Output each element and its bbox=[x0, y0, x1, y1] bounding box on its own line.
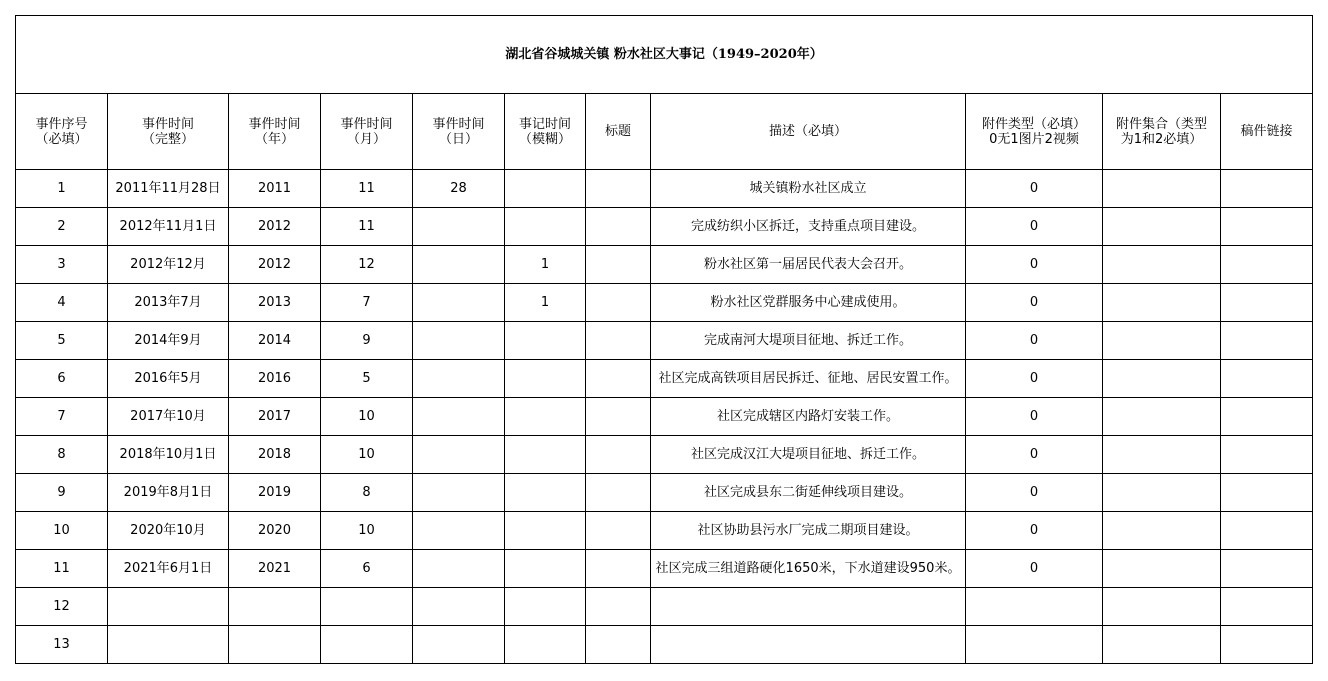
cell-attach-type[interactable]: 0 bbox=[966, 170, 1103, 208]
cell-time-month[interactable]: 11 bbox=[321, 170, 413, 208]
cell-description[interactable]: 完成南河大堤项目征地、拆迁工作。 bbox=[651, 322, 966, 360]
cell-title[interactable] bbox=[586, 588, 651, 626]
cell-time-day[interactable] bbox=[413, 550, 505, 588]
cell-time-year[interactable]: 2021 bbox=[229, 550, 321, 588]
cell-time-full[interactable] bbox=[108, 588, 229, 626]
table-row bbox=[16, 208, 1313, 246]
cell-attach-type[interactable]: 0 bbox=[966, 360, 1103, 398]
cell-time-day[interactable] bbox=[413, 246, 505, 284]
cell-time-full[interactable]: 2013年7月 bbox=[108, 284, 229, 322]
cell-description[interactable] bbox=[651, 626, 966, 664]
cell-time-full[interactable]: 2014年9月 bbox=[108, 322, 229, 360]
cell-seq[interactable]: 13 bbox=[16, 626, 108, 664]
table-row bbox=[16, 626, 1313, 664]
cell-time-day[interactable] bbox=[413, 626, 505, 664]
cell-time-day[interactable] bbox=[413, 208, 505, 246]
cell-attach-type[interactable] bbox=[966, 626, 1103, 664]
cell-time-fuzzy[interactable] bbox=[505, 474, 586, 512]
header-row bbox=[16, 94, 1313, 170]
cell-seq[interactable]: 3 bbox=[16, 246, 108, 284]
cell-title[interactable] bbox=[586, 626, 651, 664]
cell-time-month[interactable]: 12 bbox=[321, 246, 413, 284]
cell-attach-type[interactable]: 0 bbox=[966, 284, 1103, 322]
cell-description[interactable]: 社区完成三组道路硬化1650米，下水道建设950米。 bbox=[651, 550, 966, 588]
cell-time-full[interactable]: 2012年12月 bbox=[108, 246, 229, 284]
cell-description[interactable]: 社区完成高铁项目居民拆迁、征地、居民安置工作。 bbox=[651, 360, 966, 398]
cell-link[interactable] bbox=[1221, 170, 1313, 208]
cell-seq[interactable]: 12 bbox=[16, 588, 108, 626]
cell-time-day[interactable]: 28 bbox=[413, 170, 505, 208]
cell-time-day[interactable] bbox=[413, 512, 505, 550]
table-row bbox=[16, 474, 1313, 512]
cell-description[interactable] bbox=[651, 588, 966, 626]
cell-time-fuzzy[interactable] bbox=[505, 208, 586, 246]
spreadsheet bbox=[15, 15, 1312, 664]
cell-description[interactable]: 粉水社区党群服务中心建成使用。 bbox=[651, 284, 966, 322]
cell-title[interactable] bbox=[586, 398, 651, 436]
cell-description[interactable]: 社区完成县东二街延伸线项目建设。 bbox=[651, 474, 966, 512]
cell-time-day[interactable] bbox=[413, 360, 505, 398]
cell-title[interactable] bbox=[586, 322, 651, 360]
header-title[interactable]: 标题 bbox=[586, 94, 651, 170]
cell-attach-set[interactable] bbox=[1103, 284, 1221, 322]
cell-attach-type[interactable]: 0 bbox=[966, 322, 1103, 360]
cell-seq[interactable]: 4 bbox=[16, 284, 108, 322]
cell-time-month[interactable]: 9 bbox=[321, 322, 413, 360]
cell-attach-type[interactable] bbox=[966, 588, 1103, 626]
cell-attach-set[interactable] bbox=[1103, 512, 1221, 550]
cell-attach-set[interactable] bbox=[1103, 208, 1221, 246]
cell-time-month[interactable]: 10 bbox=[321, 398, 413, 436]
cell-seq[interactable]: 8 bbox=[16, 436, 108, 474]
cell-attach-set[interactable] bbox=[1103, 322, 1221, 360]
cell-attach-type[interactable]: 0 bbox=[966, 208, 1103, 246]
cell-time-year[interactable]: 2017 bbox=[229, 398, 321, 436]
cell-link[interactable] bbox=[1221, 246, 1313, 284]
cell-time-fuzzy[interactable] bbox=[505, 436, 586, 474]
cell-link[interactable] bbox=[1221, 512, 1313, 550]
cell-time-year[interactable]: 2012 bbox=[229, 246, 321, 284]
cell-attach-type[interactable]: 0 bbox=[966, 474, 1103, 512]
cell-attach-set[interactable] bbox=[1103, 398, 1221, 436]
cell-time-year[interactable] bbox=[229, 588, 321, 626]
cell-time-month[interactable]: 7 bbox=[321, 284, 413, 322]
cell-time-day[interactable] bbox=[413, 322, 505, 360]
cell-title[interactable] bbox=[586, 246, 651, 284]
table-row bbox=[16, 436, 1313, 474]
cell-time-year[interactable]: 2016 bbox=[229, 360, 321, 398]
cell-seq[interactable]: 7 bbox=[16, 398, 108, 436]
cell-attach-set[interactable] bbox=[1103, 626, 1221, 664]
cell-link[interactable] bbox=[1221, 550, 1313, 588]
cell-time-year[interactable]: 2013 bbox=[229, 284, 321, 322]
cell-title[interactable] bbox=[586, 550, 651, 588]
cell-time-fuzzy[interactable] bbox=[505, 588, 586, 626]
cell-link[interactable] bbox=[1221, 588, 1313, 626]
cell-time-year[interactable]: 2011 bbox=[229, 170, 321, 208]
cell-attach-set[interactable] bbox=[1103, 588, 1221, 626]
events-table bbox=[15, 15, 1313, 664]
cell-time-full[interactable]: 2018年10月1日 bbox=[108, 436, 229, 474]
cell-time-year[interactable]: 2018 bbox=[229, 436, 321, 474]
cell-title[interactable] bbox=[586, 512, 651, 550]
cell-time-fuzzy[interactable] bbox=[505, 170, 586, 208]
cell-attach-type[interactable]: 0 bbox=[966, 550, 1103, 588]
cell-title[interactable] bbox=[586, 436, 651, 474]
cell-time-full[interactable]: 2019年8月1日 bbox=[108, 474, 229, 512]
cell-attach-type[interactable]: 0 bbox=[966, 246, 1103, 284]
cell-time-month[interactable] bbox=[321, 588, 413, 626]
cell-time-year[interactable]: 2020 bbox=[229, 512, 321, 550]
header-link[interactable]: 稿件链接 bbox=[1221, 94, 1313, 170]
cell-time-month[interactable]: 10 bbox=[321, 436, 413, 474]
cell-time-fuzzy[interactable] bbox=[505, 550, 586, 588]
cell-time-month[interactable] bbox=[321, 626, 413, 664]
header-time-full[interactable]: 事件时间 （完整） bbox=[108, 94, 229, 170]
table-row bbox=[16, 360, 1313, 398]
cell-time-month[interactable]: 10 bbox=[321, 512, 413, 550]
cell-description[interactable]: 社区完成汉江大堤项目征地、拆迁工作。 bbox=[651, 436, 966, 474]
table-row bbox=[16, 398, 1313, 436]
cell-time-fuzzy[interactable]: 1 bbox=[505, 246, 586, 284]
cell-time-fuzzy[interactable]: 1 bbox=[505, 284, 586, 322]
cell-title[interactable] bbox=[586, 170, 651, 208]
cell-time-day[interactable] bbox=[413, 588, 505, 626]
table-row bbox=[16, 588, 1313, 626]
cell-link[interactable] bbox=[1221, 322, 1313, 360]
cell-time-full[interactable]: 2016年5月 bbox=[108, 360, 229, 398]
cell-seq[interactable]: 6 bbox=[16, 360, 108, 398]
cell-title[interactable] bbox=[586, 284, 651, 322]
cell-description[interactable]: 社区完成辖区内路灯安装工作。 bbox=[651, 398, 966, 436]
cell-time-day[interactable] bbox=[413, 284, 505, 322]
cell-time-year[interactable]: 2012 bbox=[229, 208, 321, 246]
table-row bbox=[16, 550, 1313, 588]
cell-time-full[interactable]: 2012年11月1日 bbox=[108, 208, 229, 246]
cell-time-full[interactable]: 2017年10月 bbox=[108, 398, 229, 436]
cell-time-fuzzy[interactable] bbox=[505, 626, 586, 664]
table-row bbox=[16, 246, 1313, 284]
table-row bbox=[16, 284, 1313, 322]
cell-seq[interactable]: 1 bbox=[16, 170, 108, 208]
header-attach-set[interactable]: 附件集合（类型 为1和2必填） bbox=[1103, 94, 1221, 170]
cell-link[interactable] bbox=[1221, 284, 1313, 322]
cell-description[interactable]: 粉水社区第一届居民代表大会召开。 bbox=[651, 246, 966, 284]
cell-attach-set[interactable] bbox=[1103, 360, 1221, 398]
cell-time-day[interactable] bbox=[413, 398, 505, 436]
cell-time-full[interactable]: 2011年11月28日 bbox=[108, 170, 229, 208]
cell-attach-type[interactable]: 0 bbox=[966, 512, 1103, 550]
cell-attach-set[interactable] bbox=[1103, 246, 1221, 284]
cell-time-day[interactable] bbox=[413, 474, 505, 512]
cell-seq[interactable]: 11 bbox=[16, 550, 108, 588]
cell-link[interactable] bbox=[1221, 474, 1313, 512]
cell-title[interactable] bbox=[586, 208, 651, 246]
cell-time-full[interactable]: 2021年6月1日 bbox=[108, 550, 229, 588]
cell-link[interactable] bbox=[1221, 208, 1313, 246]
cell-time-day[interactable] bbox=[413, 436, 505, 474]
cell-link[interactable] bbox=[1221, 360, 1313, 398]
cell-seq[interactable]: 2 bbox=[16, 208, 108, 246]
cell-seq[interactable]: 9 bbox=[16, 474, 108, 512]
cell-time-fuzzy[interactable] bbox=[505, 398, 586, 436]
cell-attach-set[interactable] bbox=[1103, 550, 1221, 588]
cell-time-month[interactable]: 5 bbox=[321, 360, 413, 398]
cell-attach-set[interactable] bbox=[1103, 170, 1221, 208]
cell-link[interactable] bbox=[1221, 626, 1313, 664]
cell-title[interactable] bbox=[586, 360, 651, 398]
header-time-day[interactable]: 事件时间 （日） bbox=[413, 94, 505, 170]
cell-link[interactable] bbox=[1221, 398, 1313, 436]
cell-time-year[interactable] bbox=[229, 626, 321, 664]
cell-attach-set[interactable] bbox=[1103, 436, 1221, 474]
header-description[interactable]: 描述（必填） bbox=[651, 94, 966, 170]
cell-link[interactable] bbox=[1221, 436, 1313, 474]
cell-description[interactable]: 社区协助县污水厂完成二期项目建设。 bbox=[651, 512, 966, 550]
cell-time-full[interactable] bbox=[108, 626, 229, 664]
cell-time-full[interactable]: 2020年10月 bbox=[108, 512, 229, 550]
table-row bbox=[16, 512, 1313, 550]
cell-seq[interactable]: 5 bbox=[16, 322, 108, 360]
cell-time-year[interactable]: 2014 bbox=[229, 322, 321, 360]
cell-time-month[interactable]: 8 bbox=[321, 474, 413, 512]
table-row bbox=[16, 322, 1313, 360]
table-row bbox=[16, 170, 1313, 208]
sheet-title[interactable]: 湖北省谷城城关镇 粉水社区大事记（1949–2020年） bbox=[16, 16, 1313, 94]
header-attach-type[interactable]: 附件类型（必填） 0无1图片2视频 bbox=[966, 94, 1103, 170]
cell-attach-type[interactable]: 0 bbox=[966, 398, 1103, 436]
cell-time-year[interactable]: 2019 bbox=[229, 474, 321, 512]
cell-attach-set[interactable] bbox=[1103, 474, 1221, 512]
header-time-year[interactable]: 事件时间 （年） bbox=[229, 94, 321, 170]
cell-attach-type[interactable]: 0 bbox=[966, 436, 1103, 474]
cell-description[interactable]: 完成纺织小区拆迁，支持重点项目建设。 bbox=[651, 208, 966, 246]
title-row bbox=[16, 16, 1313, 94]
cell-seq[interactable]: 10 bbox=[16, 512, 108, 550]
cell-description[interactable]: 城关镇粉水社区成立 bbox=[651, 170, 966, 208]
header-seq[interactable]: 事件序号 （必填） bbox=[16, 94, 108, 170]
header-time-fuzzy[interactable]: 事记时间 （模糊） bbox=[505, 94, 586, 170]
cell-time-month[interactable]: 11 bbox=[321, 208, 413, 246]
cell-time-month[interactable]: 6 bbox=[321, 550, 413, 588]
header-time-month[interactable]: 事件时间 （月） bbox=[321, 94, 413, 170]
cell-time-fuzzy[interactable] bbox=[505, 322, 586, 360]
cell-time-fuzzy[interactable] bbox=[505, 512, 586, 550]
cell-time-fuzzy[interactable] bbox=[505, 360, 586, 398]
cell-title[interactable] bbox=[586, 474, 651, 512]
